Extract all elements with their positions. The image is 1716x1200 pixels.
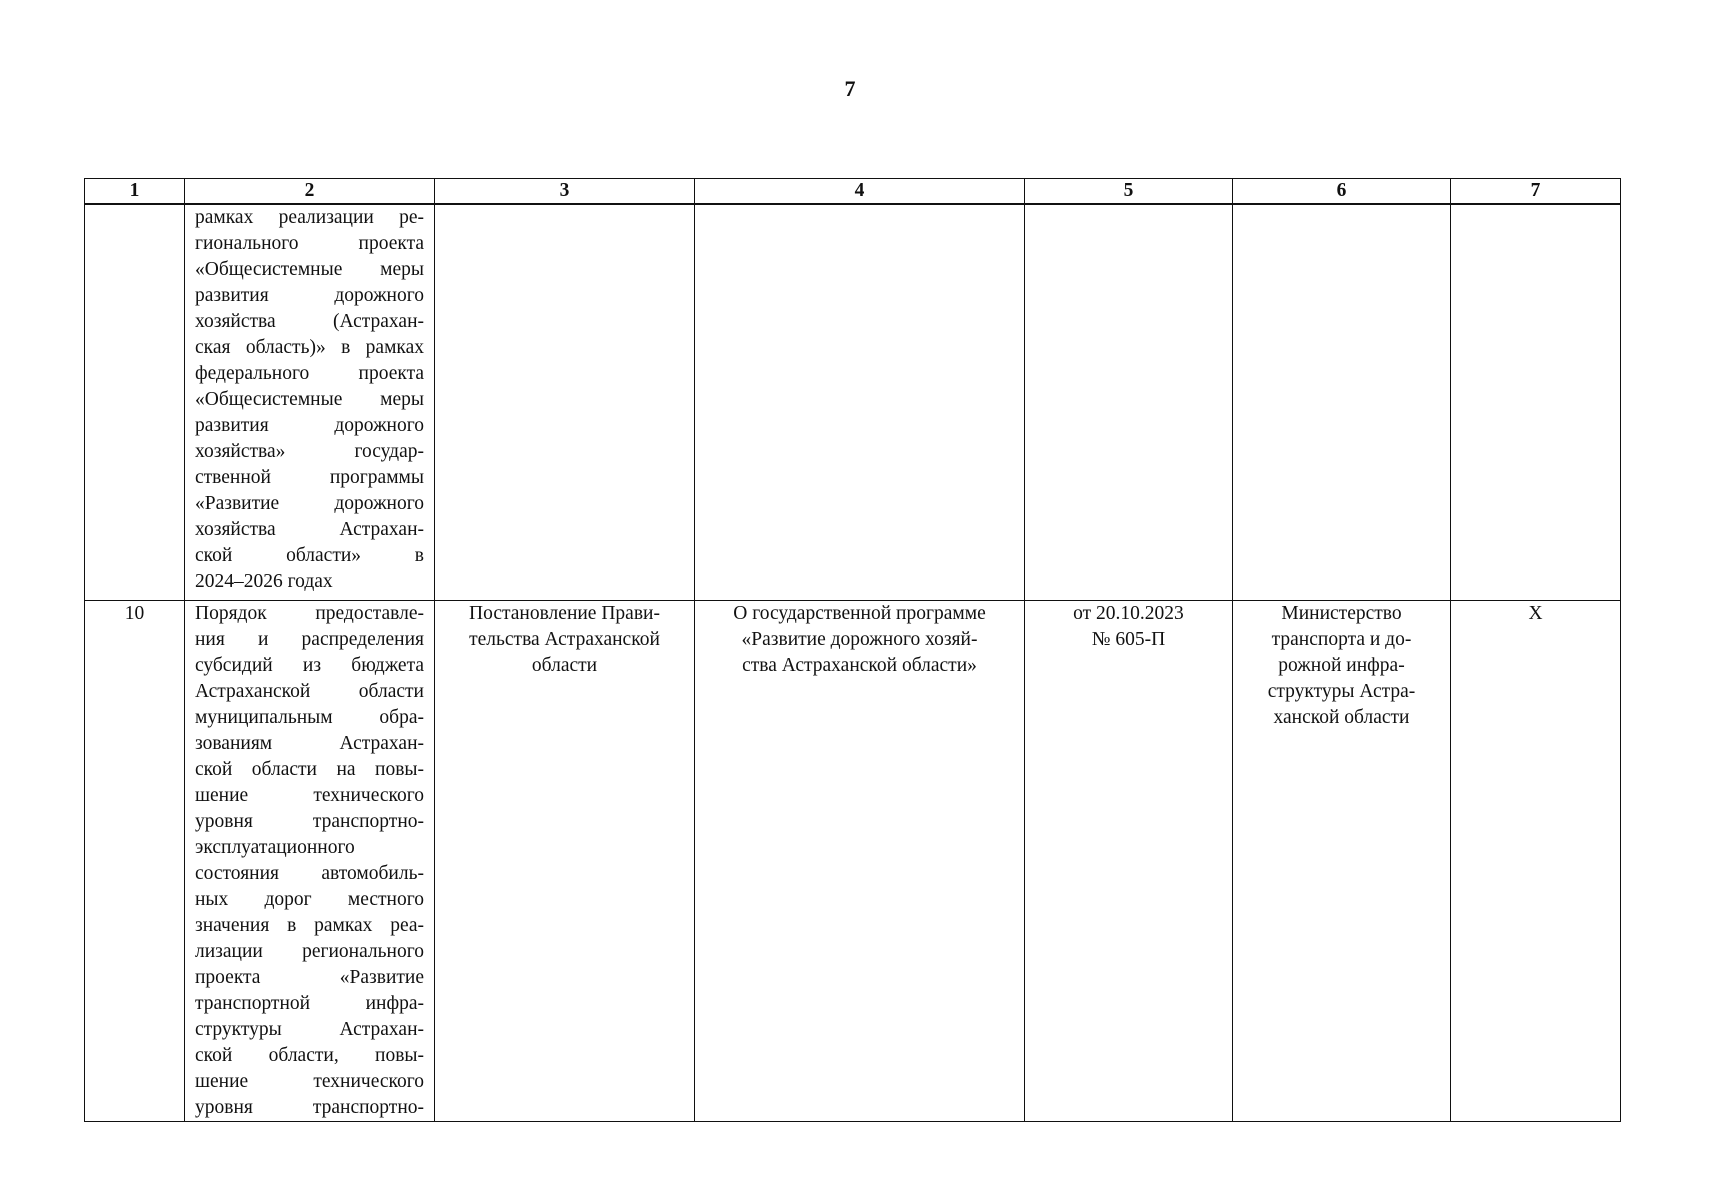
text-line: значения в рамках реа- [195, 914, 424, 936]
responsible-body-cell [1233, 600, 1451, 1121]
empty-cell [1233, 204, 1451, 600]
text-line: области [531, 654, 598, 676]
text-line: ской области, повы- [195, 1044, 424, 1066]
text-line: ных дорог местного [195, 888, 424, 910]
text-line: 2024–2026 годах [195, 571, 333, 592]
document-date-cell [1025, 600, 1233, 1121]
text-line: уровня транспортно- [195, 1096, 424, 1118]
text-line: тельства Астраханской [469, 628, 660, 650]
text-line: «Развитие дорожного хозяй- [741, 628, 978, 650]
text-line: ственной программы [195, 467, 424, 488]
document-title-cell [185, 204, 435, 600]
text-line: гионального проекта [195, 233, 424, 254]
text-line: структуры Астра- [1267, 680, 1416, 702]
text-line: развития дорожного [195, 415, 424, 436]
row-number-cell [85, 204, 185, 600]
table-row-continuation [85, 204, 1621, 600]
text-line: шение технического [195, 784, 424, 806]
empty-cell [695, 204, 1025, 600]
text-line: рожной инфра- [1278, 654, 1405, 676]
text-line: ской области на повы- [195, 758, 424, 780]
page-number: 7 [844, 76, 856, 101]
text-line: хозяйства» государ- [195, 441, 424, 462]
text-line: хозяйства Астрахан- [195, 519, 424, 540]
text-line: «Развитие дорожного [195, 493, 424, 514]
empty-cell [435, 204, 695, 600]
mark-cell: Х [1451, 600, 1621, 1121]
text-line: лизации регионального [195, 940, 424, 962]
text-line: О государственной программе [733, 602, 986, 624]
text-line: структуры Астрахан- [195, 1018, 424, 1040]
table-row-10 [85, 600, 1621, 1121]
document-title-cell [185, 600, 435, 1121]
header-col-4: 4 [695, 179, 1025, 205]
header-row [85, 179, 1621, 205]
text-line: Астраханской области [195, 680, 424, 702]
text-line: проекта «Развитие [195, 966, 424, 988]
text-line: развития дорожного [195, 285, 424, 306]
text-line: рамках реализации ре- [195, 207, 424, 228]
text-line: от 20.10.2023 [1073, 602, 1184, 624]
empty-cell [1025, 204, 1233, 600]
text-line: ханской области [1273, 706, 1410, 728]
text-line: зованиям Астрахан- [195, 732, 424, 754]
text-line: Порядок предоставле- [195, 602, 424, 624]
text-line: ской области» в [195, 545, 424, 566]
text-line: транспортной инфра- [195, 992, 424, 1014]
text-line: ская область)» в рамках [195, 337, 424, 358]
row-number-cell: 10 [85, 600, 185, 1121]
document-type-cell [435, 600, 695, 1121]
text-line: состояния автомобиль- [195, 862, 424, 884]
text-line: «Общесистемные меры [195, 259, 424, 280]
text-line: субсидий из бюджета [195, 654, 424, 676]
text-line: эксплуатационного [195, 836, 355, 858]
text-line: Министерство [1281, 602, 1402, 624]
empty-cell [1451, 204, 1621, 600]
header-col-1: 1 [85, 179, 185, 205]
text-line: № 605-П [1091, 628, 1166, 650]
document-name-cell [695, 600, 1025, 1121]
header-col-3: 3 [435, 179, 695, 205]
text-line: транспорта и до- [1271, 628, 1412, 650]
text-line: «Общесистемные меры [195, 389, 424, 410]
text-line: ния и распределения [195, 628, 424, 650]
text-line: ства Астраханской области» [742, 654, 977, 676]
header-col-6: 6 [1233, 179, 1451, 205]
document-table [84, 178, 1621, 1122]
text-line: муниципальным обра- [195, 706, 424, 728]
header-col-5: 5 [1025, 179, 1233, 205]
text-line: хозяйства (Астрахан- [195, 311, 424, 332]
header-col-2: 2 [185, 179, 435, 205]
text-line: шение технического [195, 1070, 424, 1092]
header-col-7: 7 [1451, 179, 1621, 205]
text-line: Постановление Прави- [469, 602, 660, 624]
text-line: уровня транспортно- [195, 810, 424, 832]
text-line: федерального проекта [195, 363, 424, 384]
